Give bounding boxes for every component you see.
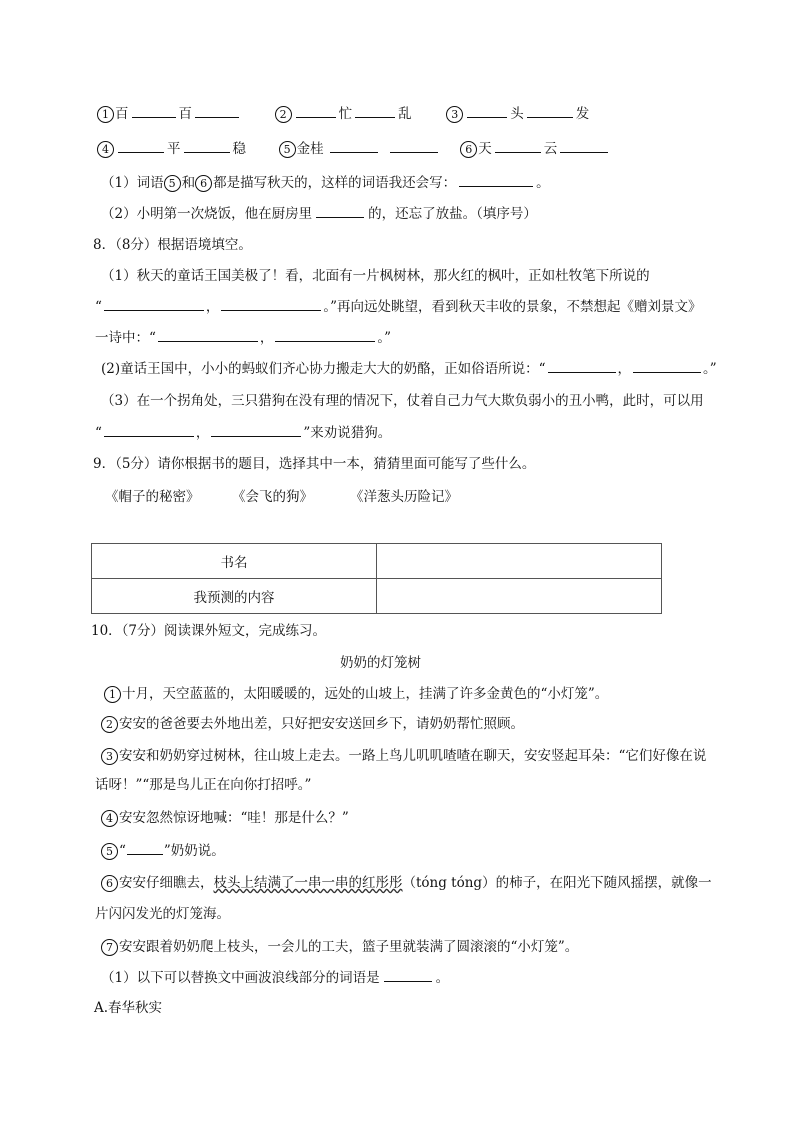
text: 和 [181,175,196,191]
fill-blank[interactable] [633,358,701,373]
text: ， [259,330,274,346]
book-option-1: 《帽子的秘密》 [105,489,200,505]
fill-blank[interactable] [127,840,163,855]
text: “ [119,843,126,859]
text: ， [195,425,210,441]
circled-number: 5 [164,175,181,192]
fill-blank[interactable] [296,103,336,118]
text: 。” [377,330,392,346]
table-input-cell[interactable] [377,579,662,614]
fill-blank[interactable] [195,103,239,118]
word-part: 金桂 [296,141,324,157]
table-row [92,579,662,614]
circled-number: 7 [101,939,118,956]
word-part: 稳 [232,141,246,157]
table-label-cell: 我预测的内容 [92,579,377,614]
fill-blank[interactable] [221,296,321,311]
word-part: 乱 [398,106,412,122]
q8-p2 [101,358,717,379]
text: 。”再向远处眺望，看到秋天丰收的景象，不禁想起《赠刘景文》 [323,299,702,315]
text: 一诗中：“ [95,330,156,346]
word-part: 百 [115,106,129,122]
wavy-underlined-text: 枝头上结满了一串一串的红彤彤 [213,875,403,891]
word-part: 忙 [338,106,353,122]
passage-para-4 [101,808,349,828]
q7-row1 [97,103,589,124]
circled-number: 3 [446,106,463,123]
text: 都是描写秋天的，这样的词语我还会写： [213,175,457,191]
passage-para-6-line2: 片闪闪发光的灯笼海。 [95,906,230,922]
circled-number: 6 [460,141,477,158]
text: （tóng tóng）的柿子，在阳光下随风摇摆，就像一 [402,875,712,891]
word-part: 发 [575,106,590,122]
q9-heading: 9．（5分）请你根据书的题目，选择其中一本，猜猜里面可能写了些什么。 [93,456,536,472]
word-part: 百 [178,106,192,122]
text: 安安和奶奶穿过树林，往山坡上走去。一路上鸟儿叽叽喳喳在聊天，安安竖起耳朵：“它们好像在说 [119,748,707,764]
fill-blank[interactable] [459,172,533,187]
circled-number: 1 [97,106,114,123]
circled-number: 3 [101,748,118,765]
text: 安安跟着奶奶爬上枝头，一会儿的工夫，篮子里就装满了圆滚滚的“小灯笼”。 [119,939,579,955]
circled-number: 6 [101,875,118,892]
text: ”奶奶说。 [163,843,225,859]
passage-para-1 [104,684,608,704]
text: 安安仔细瞧去， [119,875,214,891]
fill-blank[interactable] [548,358,616,373]
fill-blank[interactable] [316,203,364,218]
fill-blank[interactable] [118,138,164,153]
text: 的，还忘了放盐。（填序号） [368,206,537,222]
word-part: 头 [510,106,524,122]
book-option-2: 《会飞的狗》 [232,489,313,505]
circled-number: 5 [279,141,296,158]
text: （1）词语 [101,175,164,191]
q10-heading: 10．（7分）阅读课外短文，完成练习。 [91,623,327,639]
text: （2）小明第一次烧饭，他在厨房里 [101,206,313,222]
circled-number: 1 [104,686,121,703]
fill-blank[interactable] [132,103,176,118]
text: 安安的爸爸要去外地出差，只好把安安送回乡下，请奶奶帮忙照顾。 [119,716,524,732]
book-option-3: 《洋葱头历险记》 [350,489,458,505]
circled-number: 4 [97,141,114,158]
fill-blank[interactable] [560,138,608,153]
text: 十月，天空蓝蓝的，太阳暖暖的，远处的山坡上，挂满了许多金黄色的“小灯笼”。 [122,686,609,702]
q7-sub1 [101,172,550,193]
fill-blank[interactable] [158,327,258,342]
fill-blank[interactable] [211,422,301,437]
passage-para-3-line2: 话呀！”“那是鸟儿正在向你打招呼。” [95,777,312,793]
q7-sub2 [101,203,537,224]
text: “ [95,425,102,441]
text: ， [205,299,220,315]
fill-blank[interactable] [527,103,573,118]
fill-blank[interactable] [184,138,230,153]
q8-p1-line1: （1）秋天的童话王国美极了！看，北面有一片枫树林，那火红的枫叶，正如杜牧笔下所说的 [101,268,650,284]
text: 。” [703,361,717,377]
passage-para-2 [101,714,524,734]
fill-blank[interactable] [390,138,438,153]
fill-blank[interactable] [104,422,194,437]
passage-para-5 [101,840,225,861]
text: “ [95,299,102,315]
table-input-cell[interactable] [377,544,662,579]
circled-number: 4 [101,810,118,827]
text: 安安忽然惊讶地喊：“哇！那是什么？” [119,810,349,826]
fill-blank[interactable] [495,138,541,153]
q8-p3-line2 [95,422,391,443]
table-row [92,544,662,579]
text: 。 [536,175,550,191]
fill-blank[interactable] [275,327,375,342]
passage-title: 奶奶的灯笼树 [340,655,421,671]
q8-p1-line3 [95,327,391,348]
fill-blank[interactable] [384,967,432,982]
text: ， [617,361,632,377]
q8-p1-line2 [95,296,702,317]
word-part: 天 [478,141,492,157]
fill-blank[interactable] [104,296,204,311]
circled-number: 2 [275,106,292,123]
table-label-cell: 书名 [92,544,377,579]
q8-heading: 8．（8分）根据语境填空。 [93,237,252,253]
q7-row2 [97,138,611,159]
passage-para-7 [101,937,578,957]
circled-number: 6 [195,175,212,192]
word-part: 云 [543,141,558,157]
text: ”来劝说猎狗。 [303,425,392,441]
text: 。 [435,970,450,986]
fill-blank[interactable] [355,103,395,118]
text: （1）以下可以替换文中画波浪线部分的词语是 [101,970,380,986]
circled-number: 2 [101,716,118,733]
fill-blank[interactable] [467,103,507,118]
fill-blank[interactable] [330,138,378,153]
text: (2)童话王国中，小小的蚂蚁们齐心协力搬走大大的奶酪，正如俗语所说：“ [101,361,546,377]
circled-number: 5 [101,843,118,860]
q8-p3-line1: （3）在一个拐角处，三只猎狗在没有理的情况下，仗着自己力气大欺负弱小的丑小鸭，此时，可以用 [101,393,704,409]
prediction-table [91,543,662,614]
passage-para-6-line1 [101,873,712,893]
q10-sub1 [101,967,449,988]
passage-para-3-line1 [101,746,706,766]
word-part: 平 [167,141,181,157]
option-a[interactable]: A.春华秋实 [94,1000,163,1016]
